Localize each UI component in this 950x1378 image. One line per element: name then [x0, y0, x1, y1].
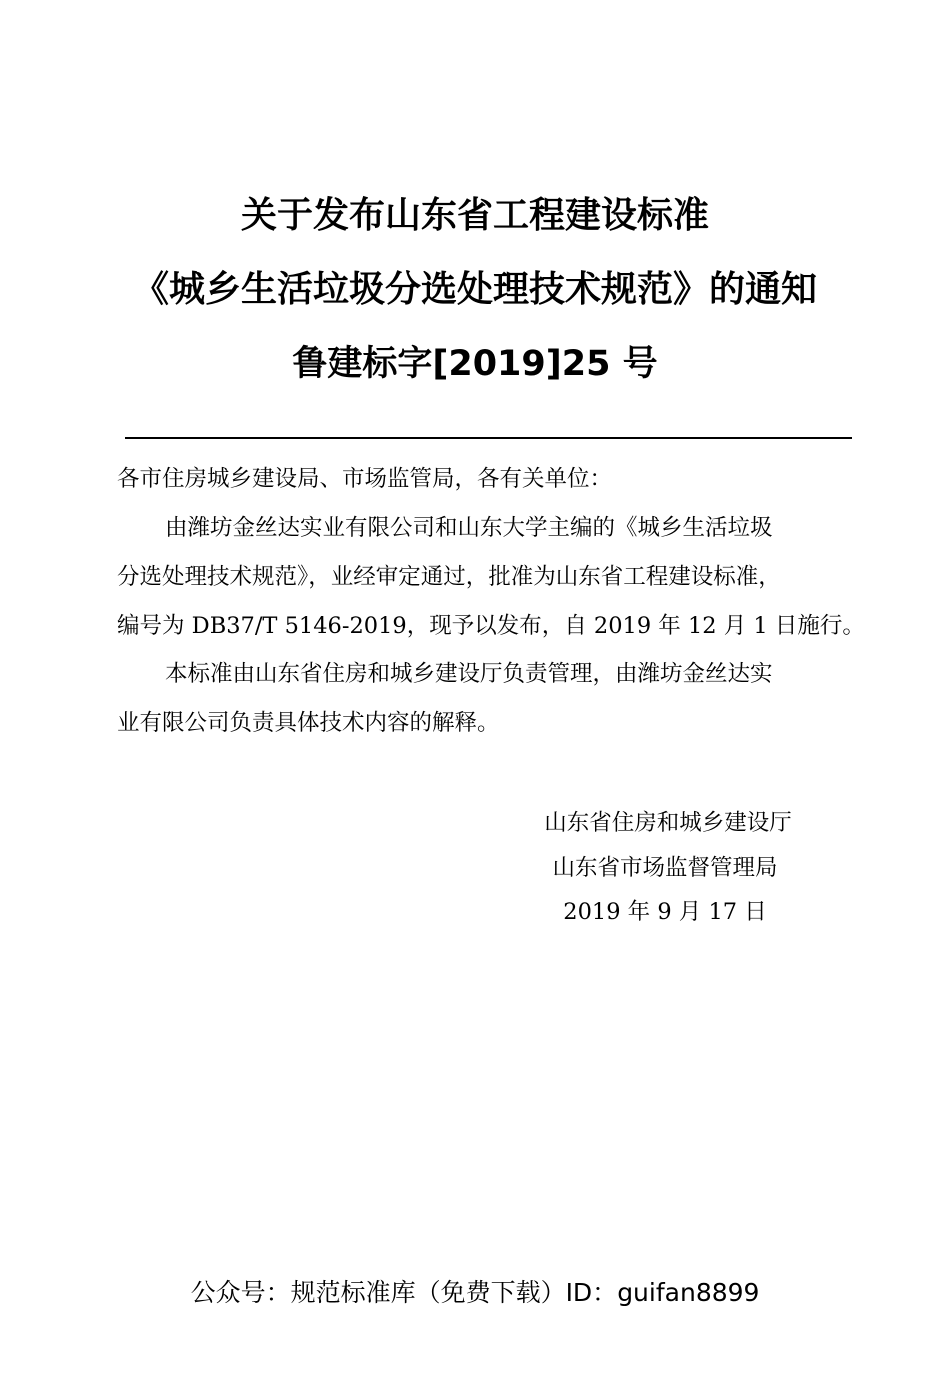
paragraph-1-line-3: 编号为 DB37/T 5146-2019，现予以发布，自 2019 年 12 月 1 日施行。: [117, 613, 865, 639]
divider-rule: [125, 437, 852, 439]
issuer-housing-department: 山东省住房和城乡建设厅: [544, 810, 792, 836]
issuer-market-supervision: 山东省市场监督管理局: [552, 855, 778, 881]
issue-date: 2019 年 9 月 17 日: [563, 899, 767, 925]
addressee: 各市住房城乡建设局、市场监管局，各有关单位：: [117, 466, 613, 492]
paragraph-2-line-1: 本标准由山东省住房和城乡建设厅负责管理，由潍坊金丝达实: [165, 661, 773, 687]
paragraph-1-line-1: 由潍坊金丝达实业有限公司和山东大学主编的《城乡生活垃圾: [165, 515, 773, 541]
title-line-1: 关于发布山东省工程建设标准: [240, 195, 709, 236]
footer-watermark-text: 公众号：规范标准库（免费下载）ID：guifan8899: [190, 1278, 760, 1307]
paragraph-1-line-2: 分选处理技术规范》，业经审定通过，批准为山东省工程建设标准，: [117, 564, 781, 590]
paragraph-2-line-2: 业有限公司负责具体技术内容的解释。: [117, 710, 500, 736]
document-number: 鲁建标字[2019]25 号: [292, 344, 658, 384]
title-line-2: 《城乡生活垃圾分选处理技术规范》的通知: [132, 269, 817, 310]
